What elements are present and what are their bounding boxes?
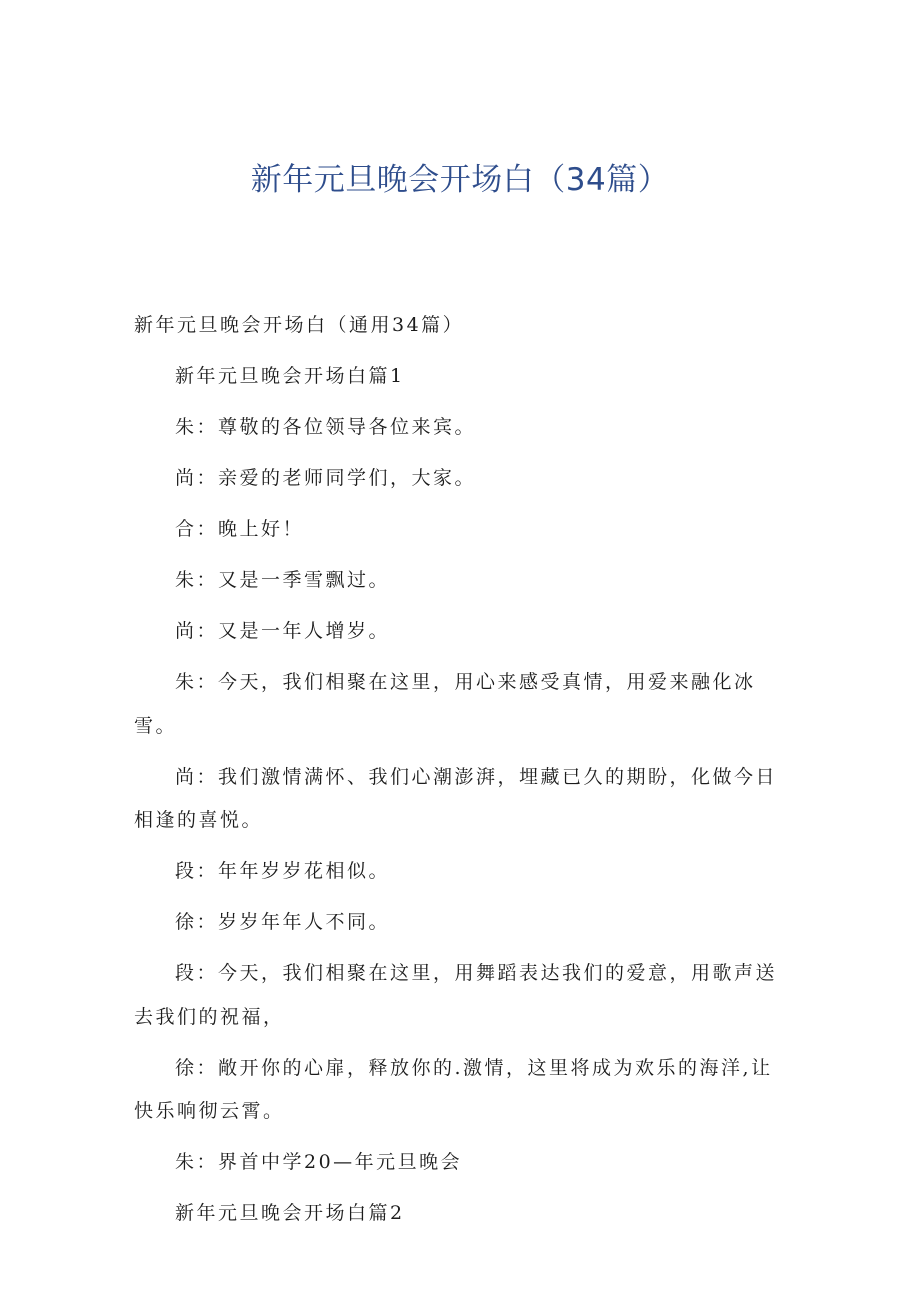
dialogue-line: 朱：界首中学20—年元旦晚会: [175, 1151, 463, 1173]
dialogue-line: 徐：敞开你的心扉，释放你的.激情，这里将成为欢乐的海洋,让快乐响彻云霄。: [134, 1056, 773, 1122]
dialogue-line: 尚：又是一年人增岁。: [175, 620, 391, 642]
dialogue-line: 尚：亲爱的老师同学们，大家。: [175, 467, 477, 489]
dialogue-line: 朱：今天，我们相聚在这里，用心来感受真情，用爱来融化冰雪。: [134, 671, 756, 737]
dialogue-line: 段：今天，我们相聚在这里，用舞蹈表达我们的爱意，用歌声送去我们的祝福，: [134, 962, 778, 1028]
document-body: [134, 304, 792, 1243]
dialogue-line: 朱：又是一季雪飘过。: [175, 569, 391, 591]
dialogue-line: 合：晚上好！: [175, 518, 305, 540]
dialogue-line: 朱：尊敬的各位领导各位来宾。: [175, 416, 477, 438]
dialogue-line: 徐：岁岁年年人不同。: [175, 911, 391, 933]
dialogue-line: 尚：我们激情满怀、我们心潮澎湃，埋藏已久的期盼，化做今日相逢的喜悦。: [134, 765, 778, 831]
section-heading-2: 新年元旦晚会开场白篇2: [175, 1202, 405, 1224]
document-title: 新年元旦晚会开场白（34篇）: [250, 162, 670, 198]
document-subtitle: 新年元旦晚会开场白（通用34篇）: [134, 314, 465, 336]
section-heading-1: 新年元旦晚会开场白篇1: [175, 365, 405, 387]
dialogue-line: 段：年年岁岁花相似。: [175, 860, 391, 882]
